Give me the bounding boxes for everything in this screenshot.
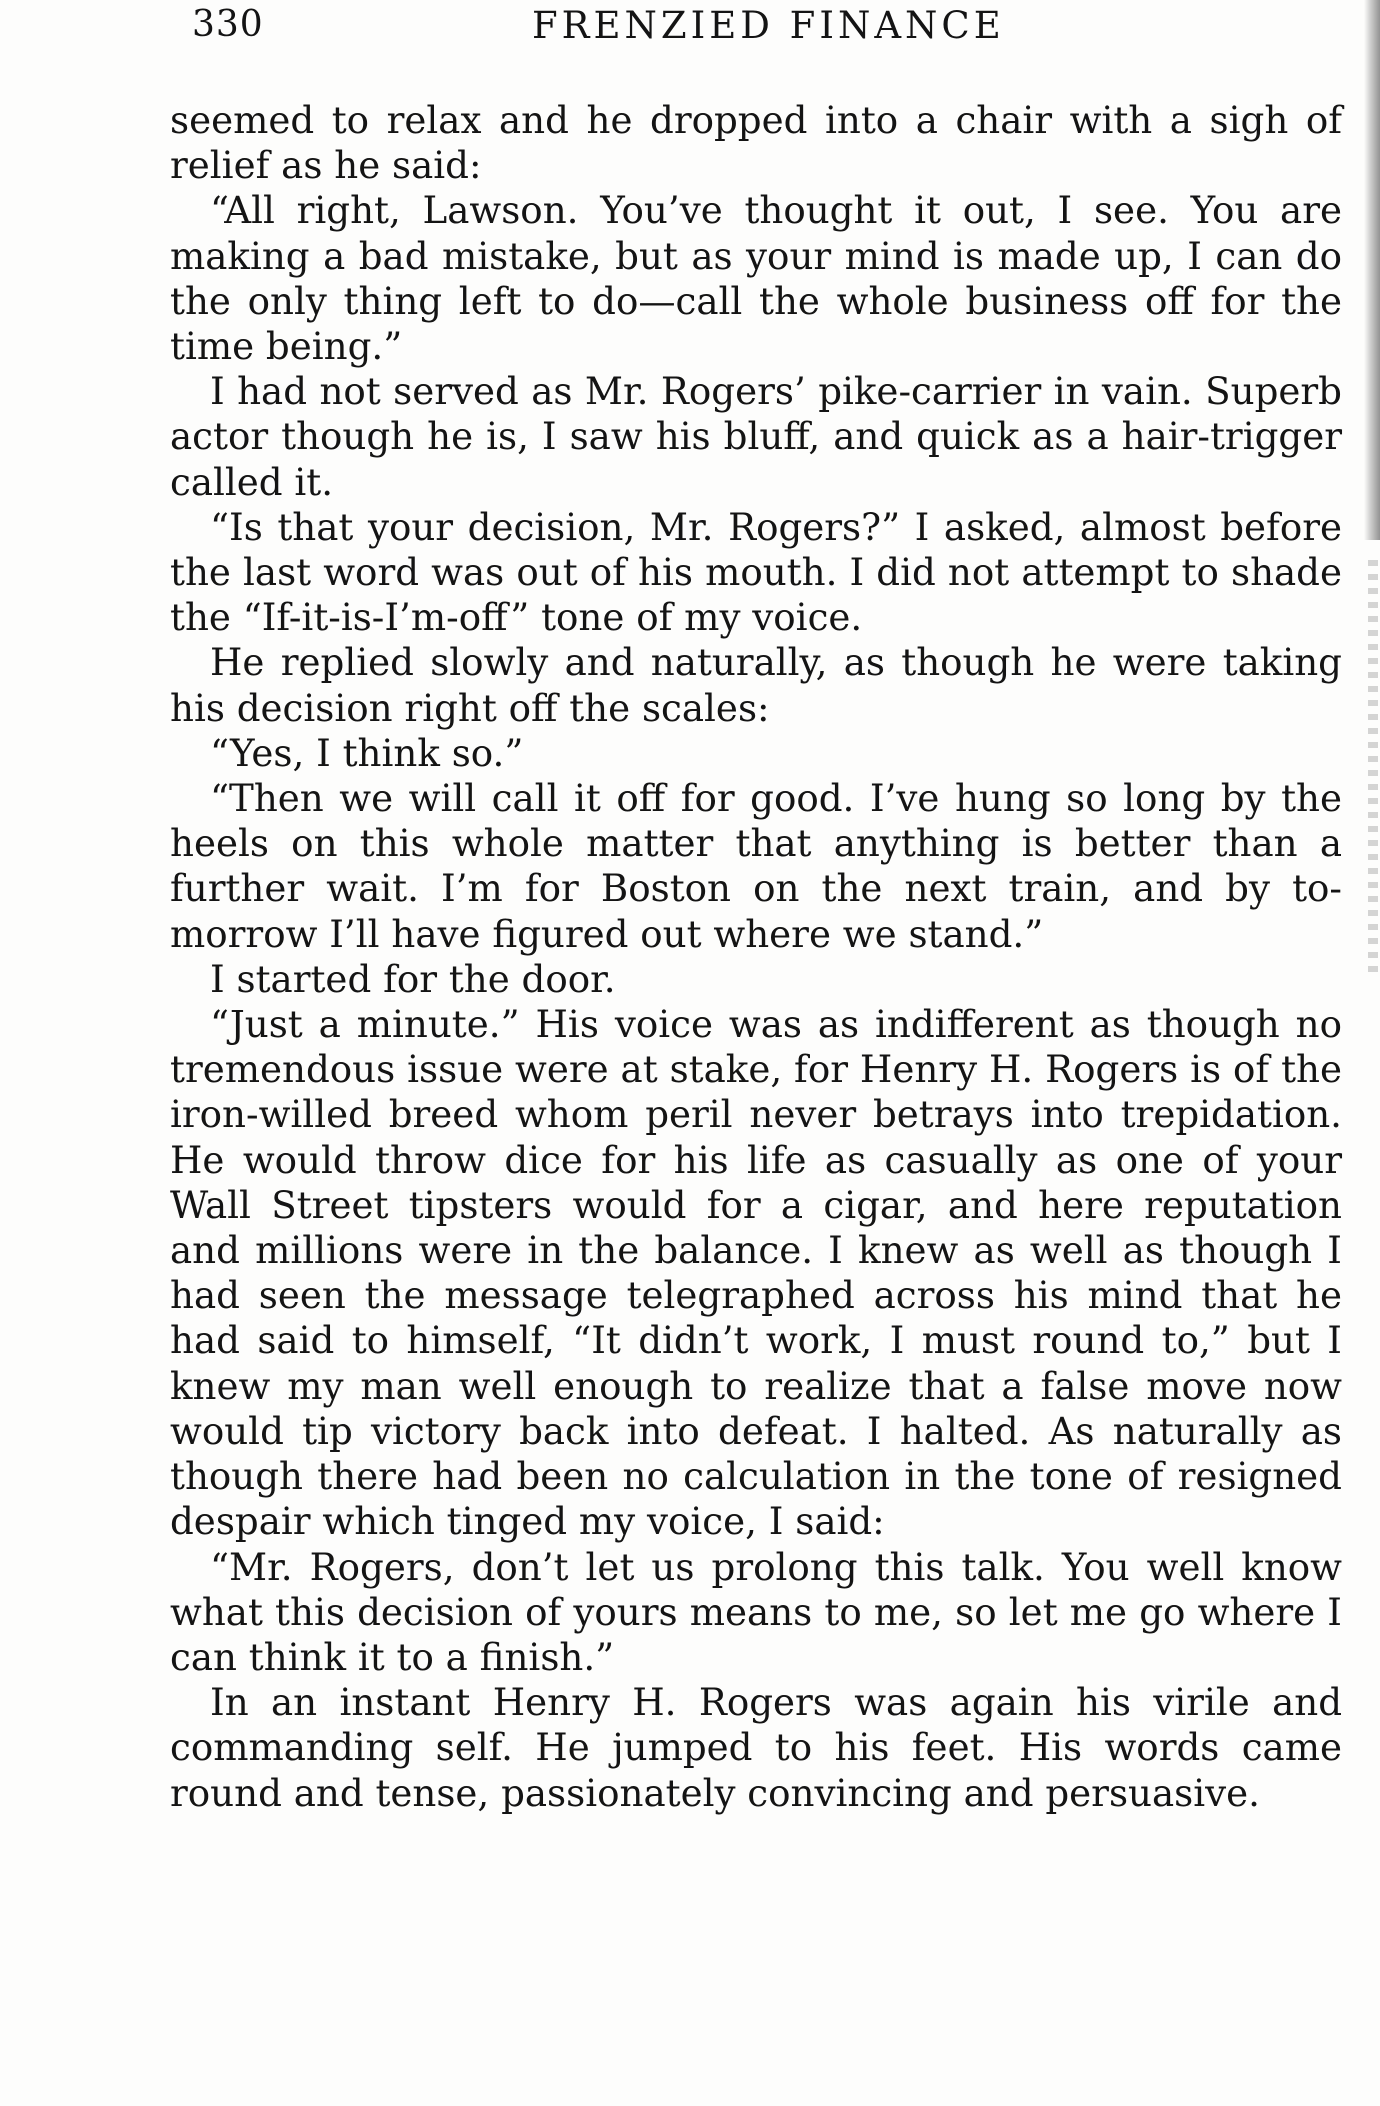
page-edge-speckle <box>1368 560 1378 980</box>
paragraph: I started for the door. <box>210 956 616 1001</box>
paragraph: “Then we will call it off for good. I’ve hung so long by the heels on this whole matter that anything is better than a further wait. I’m for Boston on the next train, and by to-morrow I’ll have figured out where we stand.” <box>170 776 1342 956</box>
paragraph: He replied slowly and naturally, as though he were taking his decision right off the scales: <box>170 640 1342 730</box>
paragraph: In an instant Henry H. Rogers was again his virile and commanding self. He jumped to his feet. His words came round and tense, passionately convincing and persuasive. <box>170 1680 1342 1815</box>
paragraph: “Yes, I think so.” <box>210 730 524 775</box>
paragraph: “Mr. Rogers, don’t let us prolong this talk. You well know what this decision of yours means to me, so let me go where I can think it to a finish.” <box>170 1544 1342 1679</box>
page-number: 330 <box>192 4 264 45</box>
running-head <box>192 4 1332 56</box>
paragraph: “Is that your decision, Mr. Rogers?” I asked, almost before the last word was out of his mouth. I did not attempt to shade the “If-it-is-I’m-off” tone of my voice. <box>170 504 1342 640</box>
paragraph: I had not served as Mr. Rogers’ pike-carrier in vain. Superb actor though he is, I saw his bluff, and quick as a hair-trigger called it. <box>170 369 1342 504</box>
running-title: FRENZIED FINANCE <box>532 4 1005 47</box>
paragraph: “Just a minute.” His voice was as indifferent as though no tremendous issue were at stake, for Henry H. Rogers is of the iron-willed breed whom peril never betrays into trepidation. He would throw dice for his life as casually as one of your Wall Street tipsters would for a cigar, and here reputation and millions were in the balance. I knew as well as though I had seen the message telegraphed across his mind that he had said to himself, “It didn’t work, I must round to,” but I knew my man well enough to realize that a false move now would tip victory back into defeat. I halted. As naturally as though there had been no calculation in the tone of resigned despair which tinged my voice, I said: <box>170 1002 1342 1544</box>
body-text <box>170 98 1342 1816</box>
paragraph-continued: seemed to relax and he dropped into a chair with a sigh of relief as he said: <box>170 98 1342 188</box>
paragraph: “All right, Lawson. You’ve thought it out, I see. You are making a bad mistake, but as your mind is made up, I can do the only thing left to do—call the whole business off for the time being.” <box>170 188 1342 369</box>
page-edge-shadow <box>1364 0 1380 540</box>
